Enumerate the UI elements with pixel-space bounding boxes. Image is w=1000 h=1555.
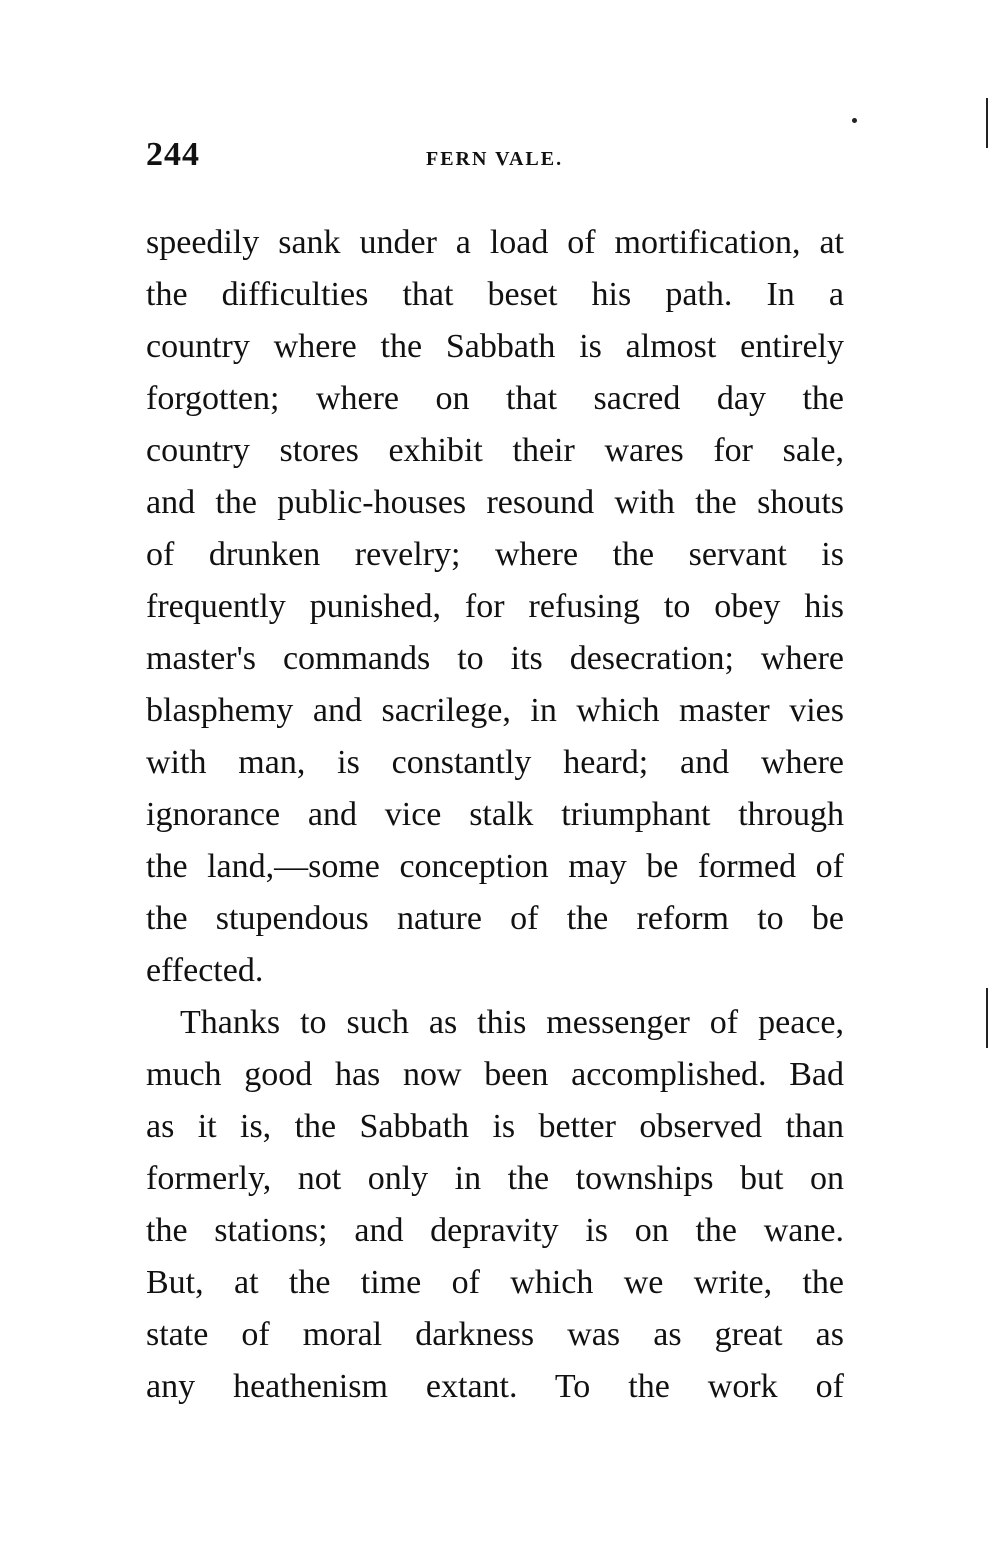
text-line: country stores exhibit their wares for sale, [146, 432, 844, 469]
text-line: frequently punished, for refusing to obey his [146, 588, 844, 625]
scan-artifact-line [986, 98, 988, 148]
text-line: the stupendous nature of the reform to be [146, 900, 844, 937]
scan-artifact-dot [852, 118, 857, 123]
running-head [146, 136, 846, 180]
text-line: ignorance and vice stalk triumphant through [146, 796, 844, 833]
scan-artifact-line [986, 988, 988, 1048]
text-line: the difficulties that beset his path. In a [146, 276, 844, 313]
text-line: speedily sank under a load of mortification, at [146, 224, 844, 261]
text-line: and the public-houses resound with the shouts [146, 484, 844, 521]
text-line: as it is, the Sabbath is better observed than [146, 1108, 844, 1145]
text-line: much good has now been accomplished. Bad [146, 1056, 844, 1093]
text-line: state of moral darkness was as great as [146, 1316, 844, 1353]
text-line: effected. [146, 952, 264, 989]
text-line: But, at the time of which we write, the [146, 1264, 844, 1301]
text-line: of drunken revelry; where the servant is [146, 536, 844, 573]
running-title: FERN VALE. [426, 148, 564, 170]
text-line: with man, is constantly heard; and where [146, 744, 844, 781]
page-number: 244 [146, 136, 200, 173]
text-line: formerly, not only in the townships but on [146, 1160, 844, 1197]
text-line: master's commands to its desecration; where [146, 640, 844, 677]
text-line: the land,—some conception may be formed of [146, 848, 844, 885]
text-line: Thanks to such as this messenger of peace, [180, 1004, 844, 1041]
text-line: country where the Sabbath is almost entirely [146, 328, 844, 365]
text-line: the stations; and depravity is on the wane. [146, 1212, 844, 1249]
text-line: any heathenism extant. To the work of [146, 1368, 844, 1405]
text-line: forgotten; where on that sacred day the [146, 380, 844, 417]
text-line: blasphemy and sacrilege, in which master vies [146, 692, 844, 729]
